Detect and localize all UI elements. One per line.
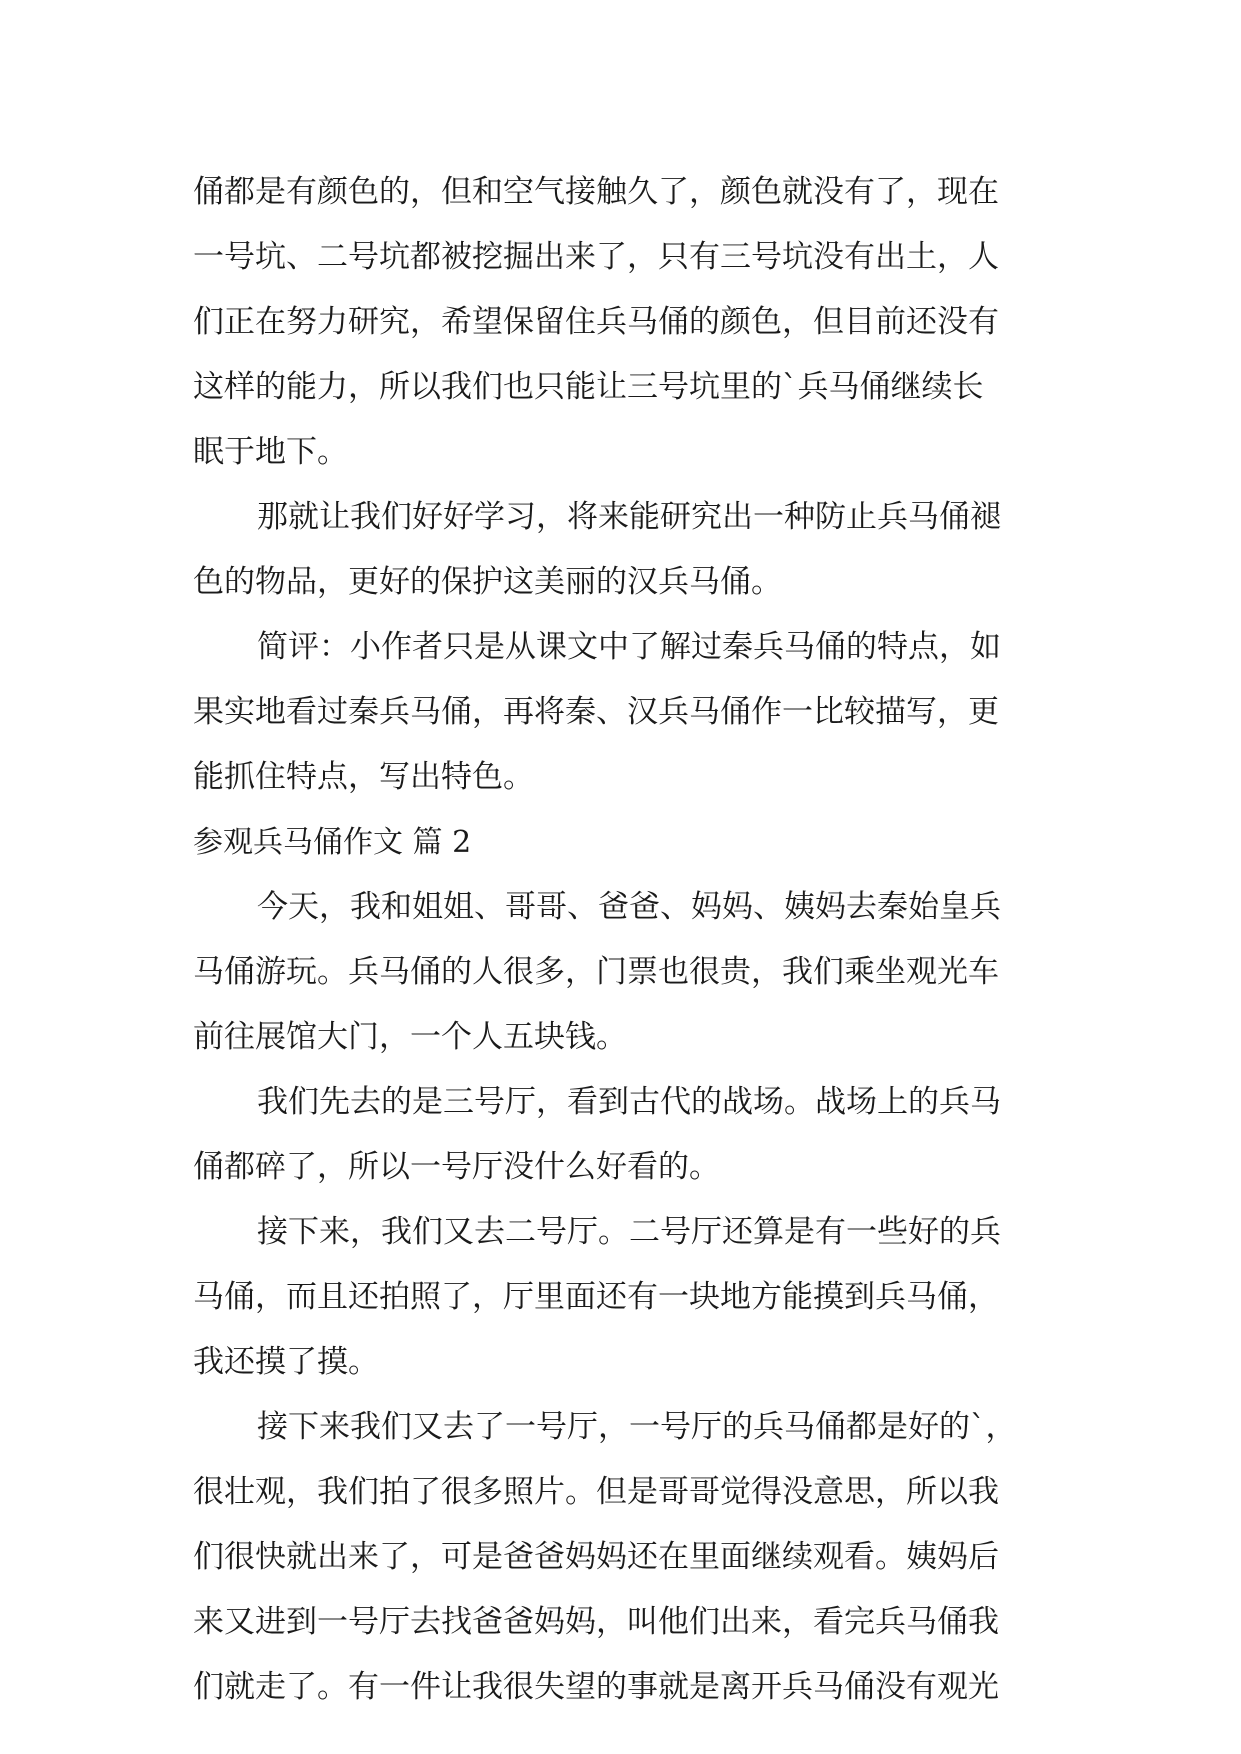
section-heading: 参观兵马俑作文 篇 2: [193, 825, 472, 860]
text-line: 能抓住特点，写出特色。: [193, 759, 534, 795]
text-line: 们正在努力研究，希望保留住兵马俑的颜色，但目前还没有: [193, 304, 999, 340]
text-line: 那就让我们好好学习，将来能研究出一种防止兵马俑褪: [257, 499, 1001, 535]
paragraph-6: [193, 1395, 1073, 1720]
paragraph-2: [193, 485, 1073, 615]
text-line: 这样的能力，所以我们也只能让三号坑里的`兵马俑继续长: [193, 369, 984, 405]
paragraph-5: [193, 1200, 1073, 1395]
text-line: 俑都是有颜色的，但和空气接触久了，颜色就没有了，现在: [193, 174, 999, 210]
text-line: 前往展馆大门，一个人五块钱。: [193, 1019, 627, 1055]
paragraph-3: [193, 875, 1073, 1070]
paragraph-review: [193, 615, 1073, 810]
text-line: 简评：小作者只是从课文中了解过秦兵马俑的特点，如: [257, 629, 1001, 665]
paragraph-4: [193, 1070, 1073, 1200]
text-line: 接下来我们又去了一号厅，一号厅的兵马俑都是好的`，: [257, 1409, 1017, 1445]
text-line: 马俑游玩。兵马俑的人很多，门票也很贵，我们乘坐观光车: [193, 954, 999, 990]
text-line: 色的物品，更好的保护这美丽的汉兵马俑。: [193, 564, 782, 600]
text-line: 眠于地下。: [193, 434, 348, 470]
text-line: 一号坑、二号坑都被挖掘出来了，只有三号坑没有出土，人: [193, 239, 999, 275]
text-line: 俑都碎了，所以一号厅没什么好看的。: [193, 1149, 720, 1185]
text-line: 来又进到一号厅去找爸爸妈妈，叫他们出来，看完兵马俑我: [193, 1604, 999, 1640]
document-page: [193, 160, 1073, 1720]
text-line: 果实地看过秦兵马俑，再将秦、汉兵马俑作一比较描写，更: [193, 694, 999, 730]
text-line: 很壮观，我们拍了很多照片。但是哥哥觉得没意思，所以我: [193, 1474, 999, 1510]
text-line: 我们先去的是三号厅，看到古代的战场。战场上的兵马: [257, 1084, 1001, 1120]
text-line: 马俑，而且还拍照了，厅里面还有一块地方能摸到兵马俑，: [193, 1279, 999, 1315]
text-line: 我还摸了摸。: [193, 1344, 379, 1380]
paragraph-1: [193, 160, 1073, 485]
text-line: 们很快就出来了，可是爸爸妈妈还在里面继续观看。姨妈后: [193, 1539, 999, 1575]
text-line: 今天，我和姐姐、哥哥、爸爸、妈妈、姨妈去秦始皇兵: [257, 889, 1001, 925]
text-line: 们就走了。有一件让我很失望的事就是离开兵马俑没有观光: [193, 1669, 999, 1705]
text-line: 接下来，我们又去二号厅。二号厅还算是有一些好的兵: [257, 1214, 1001, 1250]
